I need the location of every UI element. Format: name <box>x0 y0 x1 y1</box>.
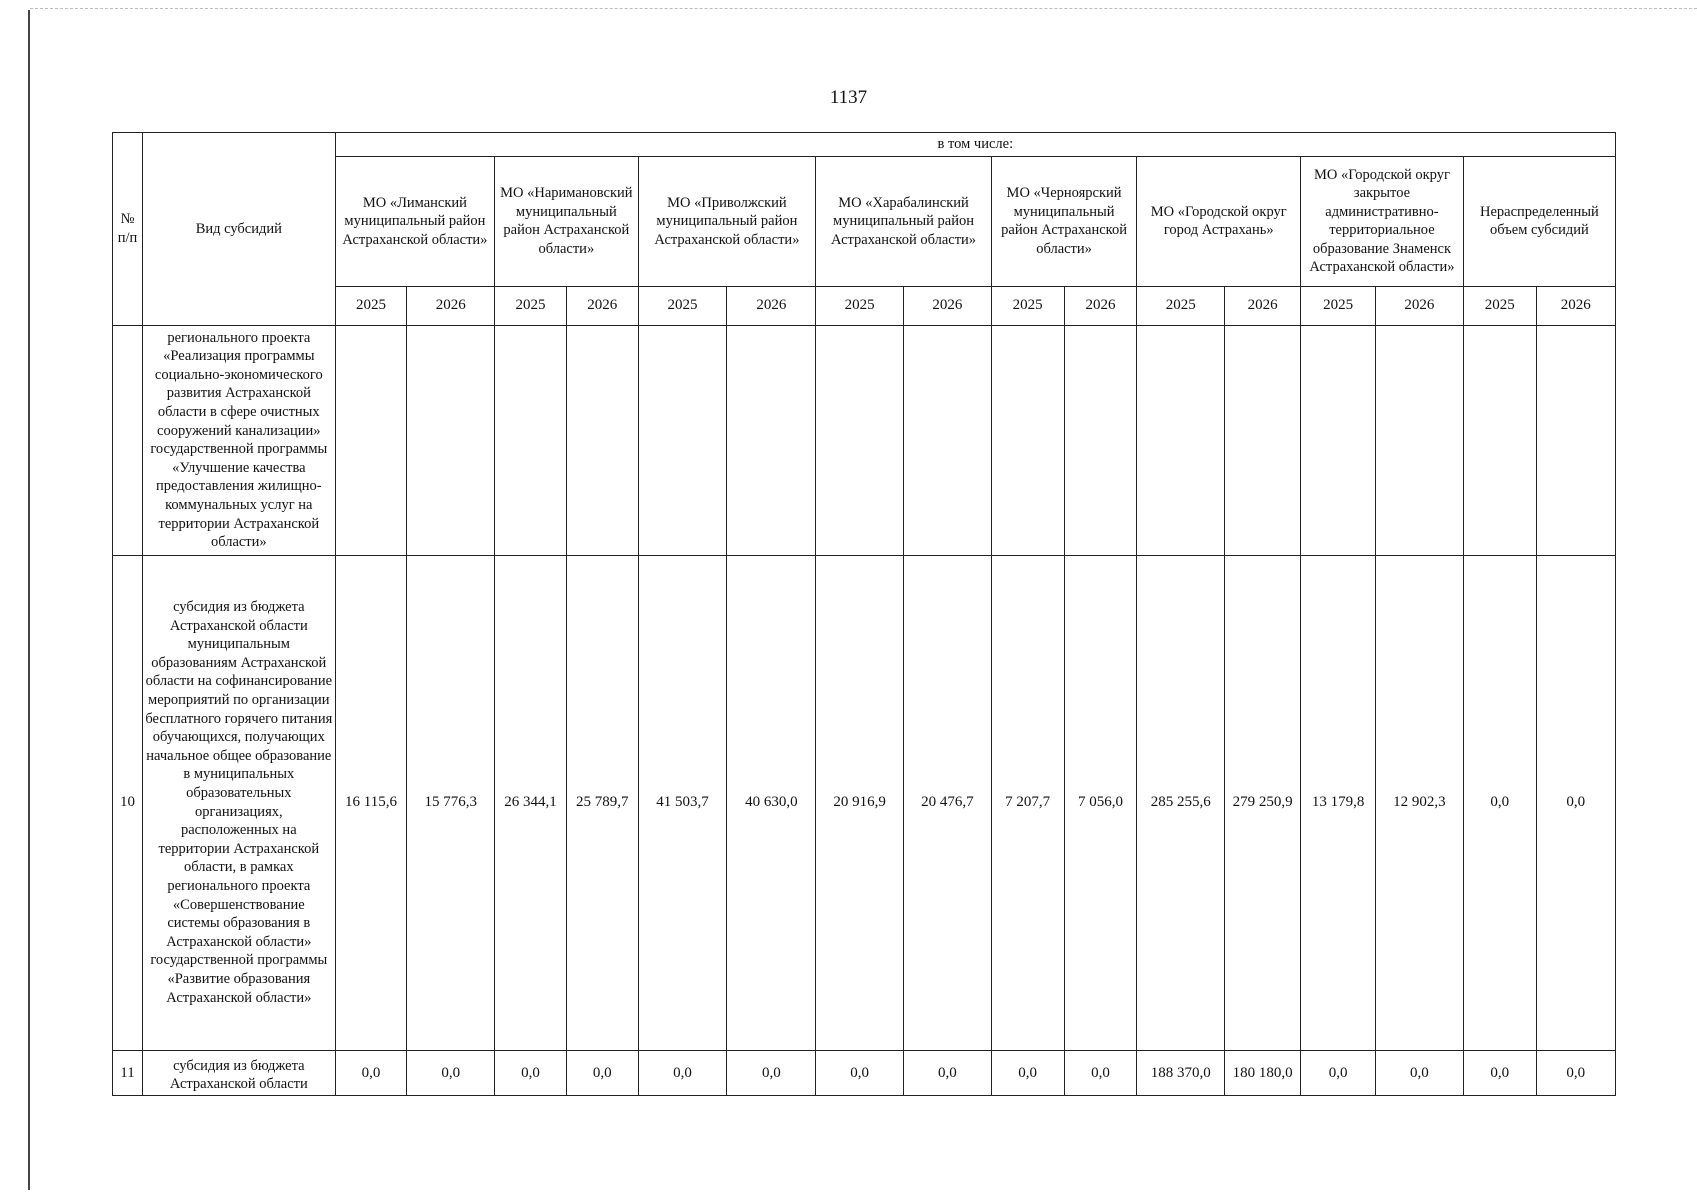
value-cell <box>1463 325 1536 555</box>
subsidies-table <box>112 132 1616 1096</box>
header-mo-privolzhsky: МО «Приволжский муниципальный район Астраханской области» <box>638 157 816 287</box>
header-mo-kharabalinsky: МО «Харабалинский муниципальный район Астраханской области» <box>816 157 992 287</box>
header-year-2026: 2026 <box>1536 286 1615 325</box>
value-cell <box>1536 325 1615 555</box>
row-index <box>113 325 143 555</box>
header-year-2025: 2025 <box>1137 286 1225 325</box>
header-mo-limansky: МО «Лиманский муниципальный район Астраханской области» <box>335 157 494 287</box>
header-year-2026: 2026 <box>1064 286 1137 325</box>
value-cell <box>1225 325 1301 555</box>
value-cell <box>904 325 992 555</box>
value-cell: 0,0 <box>1064 1050 1137 1095</box>
header-mo-znamensk: МО «Городской округ закрытое административно-территориальное образование Знаменск Астраханской области» <box>1301 157 1464 287</box>
value-cell <box>816 325 904 555</box>
value-cell: 188 370,0 <box>1137 1050 1225 1095</box>
value-cell: 13 179,8 <box>1301 555 1376 1050</box>
value-cell <box>1137 325 1225 555</box>
header-year-2025: 2025 <box>816 286 904 325</box>
value-cell: 16 115,6 <box>335 555 407 1050</box>
header-year-2026: 2026 <box>904 286 992 325</box>
value-cell: 41 503,7 <box>638 555 727 1050</box>
header-year-2026: 2026 <box>566 286 638 325</box>
header-year-2026: 2026 <box>1376 286 1464 325</box>
value-cell: 20 476,7 <box>904 555 992 1050</box>
value-cell: 0,0 <box>727 1050 816 1095</box>
value-cell <box>335 325 407 555</box>
header-subsidy-type: Вид субсидий <box>142 133 335 326</box>
value-cell <box>991 325 1064 555</box>
value-cell: 0,0 <box>1376 1050 1464 1095</box>
value-cell <box>1301 325 1376 555</box>
value-cell: 15 776,3 <box>407 555 495 1050</box>
value-cell <box>566 325 638 555</box>
row-index: 10 <box>113 555 143 1050</box>
header-including: в том числе: <box>335 133 1615 157</box>
value-cell: 0,0 <box>1536 1050 1615 1095</box>
row-description: субсидия из бюджета Астраханской области <box>142 1050 335 1095</box>
value-cell <box>495 325 567 555</box>
value-cell: 0,0 <box>566 1050 638 1095</box>
header-year-2025: 2025 <box>991 286 1064 325</box>
value-cell: 279 250,9 <box>1225 555 1301 1050</box>
value-cell: 0,0 <box>1463 1050 1536 1095</box>
value-cell <box>727 325 816 555</box>
row-description: субсидия из бюджета Астраханской области муниципальным образованиям Астраханской области на софинансирование мероприятий по организации бесплатного горячего питания обучающихся, получающих начальное общее образование в муниципальных образовательных организациях, расположенных на территории Астраханской области, в рамках регионального проекта «Совершенствование системы образования в Астраханской области» государственной программы «Развитие образования Астраханской области» <box>142 555 335 1050</box>
header-mo-chernoyarsky: МО «Черноярский муниципальный район Астраханской области» <box>991 157 1137 287</box>
value-cell: 26 344,1 <box>495 555 567 1050</box>
value-cell: 7 056,0 <box>1064 555 1137 1050</box>
header-year-2025: 2025 <box>638 286 727 325</box>
header-mo-astrakhan: МО «Городской округ город Астрахань» <box>1137 157 1301 287</box>
value-cell: 285 255,6 <box>1137 555 1225 1050</box>
page-number: 1137 <box>829 87 868 108</box>
value-cell: 7 207,7 <box>991 555 1064 1050</box>
value-cell: 25 789,7 <box>566 555 638 1050</box>
value-cell: 0,0 <box>1536 555 1615 1050</box>
header-year-2026: 2026 <box>407 286 495 325</box>
header-year-2025: 2025 <box>495 286 567 325</box>
scan-edge-top <box>30 8 1697 9</box>
value-cell <box>638 325 727 555</box>
value-cell <box>1376 325 1464 555</box>
value-cell <box>1064 325 1137 555</box>
value-cell: 0,0 <box>638 1050 727 1095</box>
table-row <box>113 1050 1616 1095</box>
header-year-2025: 2025 <box>1463 286 1536 325</box>
value-cell: 0,0 <box>991 1050 1064 1095</box>
header-index: № п/п <box>113 133 143 326</box>
table-row <box>113 555 1616 1050</box>
row-description: регионального проекта «Реализация программы социально-экономического развития Астраханской области в сфере очистных сооружений канализации» государственной программы «Улучшение качества предоставления жилищно-коммунальных услуг на территории Астраханской области» <box>142 325 335 555</box>
value-cell: 0,0 <box>904 1050 992 1095</box>
value-cell: 0,0 <box>407 1050 495 1095</box>
row-index: 11 <box>113 1050 143 1095</box>
value-cell: 20 916,9 <box>816 555 904 1050</box>
header-year-2026: 2026 <box>1225 286 1301 325</box>
header-year-2025: 2025 <box>335 286 407 325</box>
header-unallocated: Нераспределенный объем субсидий <box>1463 157 1615 287</box>
value-cell: 0,0 <box>816 1050 904 1095</box>
value-cell: 0,0 <box>1463 555 1536 1050</box>
header-mo-narimanovsky: МО «Наримановский муниципальный район Астраханской области» <box>495 157 638 287</box>
value-cell: 40 630,0 <box>727 555 816 1050</box>
header-year-2025: 2025 <box>1301 286 1376 325</box>
header-year-2026: 2026 <box>727 286 816 325</box>
value-cell: 0,0 <box>1301 1050 1376 1095</box>
value-cell <box>407 325 495 555</box>
value-cell: 0,0 <box>495 1050 567 1095</box>
scan-edge-left <box>28 10 30 1190</box>
table-row <box>113 325 1616 555</box>
value-cell: 12 902,3 <box>1376 555 1464 1050</box>
value-cell: 0,0 <box>335 1050 407 1095</box>
value-cell: 180 180,0 <box>1225 1050 1301 1095</box>
